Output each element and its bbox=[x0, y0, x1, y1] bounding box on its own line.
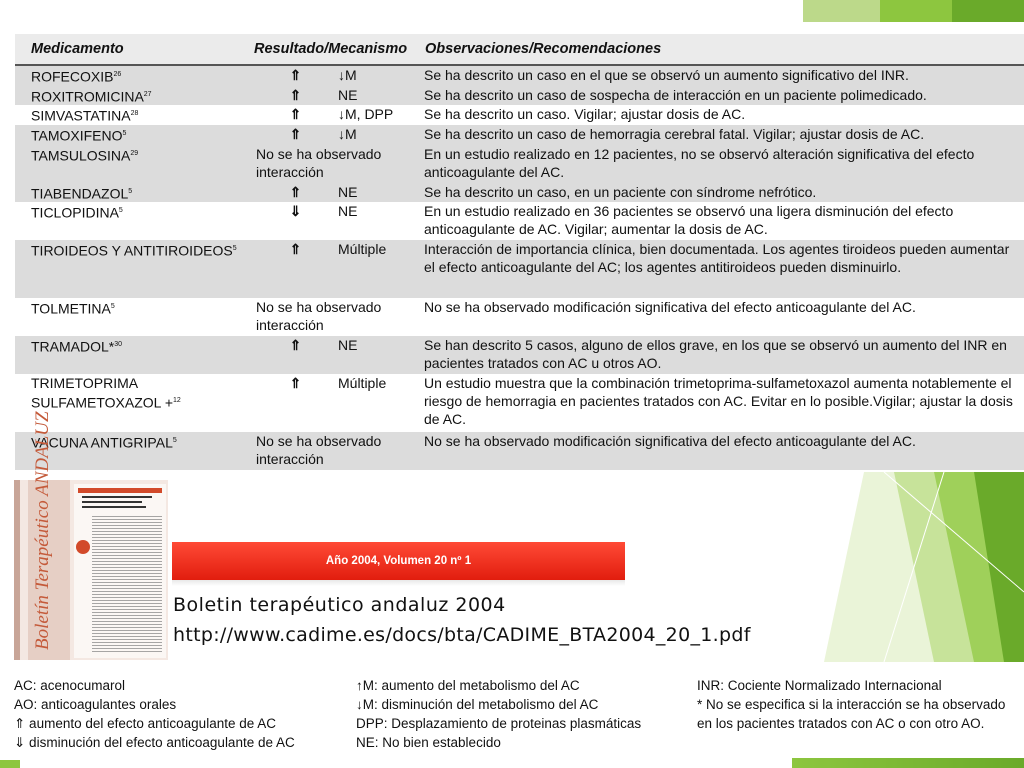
drug-name: TAMOXIFENO bbox=[31, 127, 123, 144]
observation-cell: Un estudio muestra que la combinación trimetoprima-sulfametoxazol aumenta notablemente el riesgo de hemorragia en pacientes tratados con AC. Evitar en lo posible.Vigilar; ajustar la dosis de AC. bbox=[421, 374, 1024, 432]
drug-name: TAMSULOSINA bbox=[31, 147, 131, 164]
observation-cell: Se ha descrito un caso de hemorragia cerebral fatal. Vigilar; ajustar dosis de AC. bbox=[421, 125, 1024, 145]
increase-arrow-icon: ⇑ bbox=[289, 337, 302, 354]
reference-number: 26 bbox=[113, 71, 122, 78]
drug-name: TOLMETINA bbox=[31, 300, 111, 317]
result-mechanism-cell bbox=[250, 65, 421, 86]
bottom-left-green-decoration bbox=[0, 760, 20, 768]
green-stripes-decoration bbox=[824, 472, 1024, 662]
increase-arrow-icon: ⇑ bbox=[289, 67, 302, 83]
legend-item: ⇑ aumento del efecto anticoagulante de AC bbox=[14, 716, 276, 731]
observation-cell: Se ha descrito un caso, en un paciente con síndrome nefrótico. bbox=[421, 183, 1024, 203]
result-mechanism-cell bbox=[250, 125, 421, 145]
observation-cell: En un estudio realizado en 36 pacientes se observó una ligera disminución del efecto anticoagulante de AC. Vigilar; aumentar la dosis de AC. bbox=[421, 202, 1024, 240]
table-body bbox=[15, 65, 1024, 470]
decrease-arrow-icon: ⇓ bbox=[289, 203, 302, 220]
legend-column-3 bbox=[697, 676, 1005, 733]
increase-arrow-icon: ⇑ bbox=[289, 241, 302, 258]
drug-name: SIMVASTATINA bbox=[31, 107, 131, 124]
bottom-right-green-decoration bbox=[734, 758, 1024, 768]
mechanism-text: Múltiple bbox=[338, 241, 387, 258]
mechanism-text: NE bbox=[338, 183, 358, 200]
legend-column-1 bbox=[14, 676, 295, 752]
legend-item: ↑M: aumento del metabolismo del AC bbox=[356, 678, 580, 693]
drug-name-cell bbox=[15, 125, 250, 145]
table-row bbox=[15, 202, 1024, 240]
drug-name-cell bbox=[15, 86, 250, 106]
table-row bbox=[15, 336, 1024, 374]
legend-item: ↓M: disminución del metabolismo del AC bbox=[356, 697, 599, 712]
observation-cell: En un estudio realizado en 12 pacientes, no se observó alteración significativa del efecto anticoagulante del AC. bbox=[421, 145, 1024, 183]
increase-arrow-icon: ⇑ bbox=[289, 86, 302, 103]
mechanism-text: No se ha observado interacción bbox=[256, 433, 382, 468]
table-row bbox=[15, 298, 1024, 336]
reference-number: 5 bbox=[110, 303, 115, 311]
source-url-link[interactable]: http://www.cadime.es/docs/bta/CADIME_BTA2004_20_1.pdf bbox=[173, 624, 751, 646]
reference-number: 29 bbox=[130, 149, 139, 157]
observation-cell: Interacción de importancia clínica, bien documentada. Los agentes tiroideos pueden aumentar el efecto anticoagulante del AC; los agentes antitiroideos pueden disminuirlo. bbox=[421, 240, 1024, 298]
source-title: Boletin terapéutico andaluz 2004 bbox=[173, 594, 506, 616]
observation-cell: No se ha observado modificación significativa del efecto anticoagulante del AC. bbox=[421, 298, 1024, 336]
table-header-row bbox=[15, 34, 1024, 65]
header-resultado: Resultado/Mecanismo bbox=[250, 34, 421, 65]
drug-name: ROFECOXIB bbox=[31, 68, 114, 85]
legend-item: NE: No bien establecido bbox=[356, 735, 501, 750]
mechanism-text: No se ha observado interacción bbox=[256, 299, 382, 334]
reference-number: 5 bbox=[122, 129, 127, 137]
drug-name-cell bbox=[15, 240, 250, 298]
mechanism-text: ↓M bbox=[338, 125, 357, 142]
drug-name-cell bbox=[15, 145, 250, 183]
table-row bbox=[15, 374, 1024, 432]
reference-number: 12 bbox=[173, 397, 181, 405]
legend-item: ⇓ disminución del efecto anticoagulante de AC bbox=[14, 735, 295, 750]
drug-name: TIROIDEOS Y ANTITIROIDEOS bbox=[31, 242, 233, 259]
banner-shadow bbox=[172, 580, 625, 586]
result-mechanism-cell bbox=[250, 374, 421, 432]
increase-arrow-icon: ⇑ bbox=[289, 106, 302, 123]
table-row bbox=[15, 86, 1024, 106]
increase-arrow-icon: ⇑ bbox=[289, 183, 302, 200]
drug-name: VACUNA ANTIGRIPAL bbox=[31, 434, 173, 451]
mechanism-text: Múltiple bbox=[338, 375, 387, 392]
reference-number: 30 bbox=[114, 341, 123, 349]
reference-number: 5 bbox=[118, 207, 123, 215]
table-row bbox=[15, 125, 1024, 145]
table-row bbox=[15, 145, 1024, 183]
table-row bbox=[15, 240, 1024, 298]
issue-banner: Año 2004, Volumen 20 nº 1 bbox=[172, 542, 625, 580]
table-row bbox=[15, 105, 1024, 125]
table-row bbox=[15, 65, 1024, 86]
observation-cell: Se ha descrito un caso en el que se observó un aumento significativo del INR. bbox=[421, 65, 1024, 86]
result-mechanism-cell bbox=[250, 202, 421, 240]
mechanism-text: NE bbox=[338, 86, 358, 103]
drug-name-cell bbox=[15, 336, 250, 374]
legend-item: * No se especifica si la interacción se ha observado bbox=[697, 697, 1006, 712]
drug-name: TIABENDAZOL bbox=[31, 185, 129, 202]
legend-item: INR: Cociente Normalizado Internacional bbox=[697, 678, 942, 693]
drug-name: TRIMETOPRIMA SULFAMETOXAZOL + bbox=[31, 375, 173, 411]
top-right-green-decoration bbox=[784, 0, 1024, 22]
drug-name: ROXITROMICINA bbox=[31, 88, 144, 105]
reference-number: 5 bbox=[172, 437, 177, 445]
result-mechanism-cell bbox=[250, 105, 421, 125]
drug-name-cell bbox=[15, 65, 250, 86]
cover-page bbox=[74, 484, 166, 658]
result-mechanism-cell bbox=[250, 145, 421, 183]
result-mechanism-cell bbox=[250, 183, 421, 203]
result-mechanism-cell bbox=[250, 336, 421, 374]
reference-number: 27 bbox=[143, 90, 152, 98]
legend-item: AC: acenocumarol bbox=[14, 678, 126, 693]
increase-arrow-icon: ⇑ bbox=[289, 375, 302, 392]
result-mechanism-cell bbox=[250, 298, 421, 336]
header-medicamento: Medicamento bbox=[15, 34, 250, 65]
drug-name-cell bbox=[15, 183, 250, 203]
increase-arrow-icon: ⇑ bbox=[289, 125, 302, 142]
drug-name: TICLOPIDINA bbox=[31, 204, 119, 221]
drug-name: TRAMADOL* bbox=[31, 338, 115, 355]
mechanism-text: NE bbox=[338, 203, 358, 220]
mechanism-text: ↓M, DPP bbox=[338, 106, 394, 123]
observation-cell: No se ha observado modificación significativa del efecto anticoagulante del AC. bbox=[421, 432, 1024, 470]
reference-number: 5 bbox=[232, 245, 237, 253]
reference-number: 28 bbox=[130, 110, 139, 118]
drug-name-cell bbox=[15, 202, 250, 240]
drug-name-cell bbox=[15, 298, 250, 336]
mechanism-text: ↓M bbox=[338, 67, 357, 83]
table-row bbox=[15, 183, 1024, 203]
table-row bbox=[15, 432, 1024, 470]
observation-cell: Se ha descrito un caso. Vigilar; ajustar dosis de AC. bbox=[421, 105, 1024, 125]
legend-item: AO: anticoagulantes orales bbox=[14, 697, 177, 712]
mechanism-text: NE bbox=[338, 337, 358, 354]
drug-name-cell bbox=[15, 105, 250, 125]
result-mechanism-cell bbox=[250, 240, 421, 298]
observation-cell: Se han descrito 5 casos, alguno de ellos grave, en los que se observó un aumento del INR en pacientes tratados con AC u otros AO. bbox=[421, 336, 1024, 374]
cover-spine-title: Boletín Terapéutico ANDALUZ bbox=[32, 411, 53, 650]
reference-number: 5 bbox=[128, 187, 133, 195]
result-mechanism-cell bbox=[250, 432, 421, 470]
warning-bubble-icon bbox=[76, 540, 90, 554]
legend-item: en los pacientes tratados con AC o con otro AO. bbox=[697, 716, 985, 731]
drug-interaction-table bbox=[15, 34, 1024, 470]
header-observaciones: Observaciones/Recomendaciones bbox=[421, 34, 1024, 65]
legend-column-2 bbox=[356, 676, 641, 752]
legend-item: DPP: Desplazamiento de proteinas plasmáticas bbox=[356, 716, 642, 731]
mechanism-text: No se ha observado interacción bbox=[256, 145, 382, 180]
result-mechanism-cell bbox=[250, 86, 421, 106]
observation-cell: Se ha descrito un caso de sospecha de interacción en un paciente polimedicado. bbox=[421, 86, 1024, 106]
